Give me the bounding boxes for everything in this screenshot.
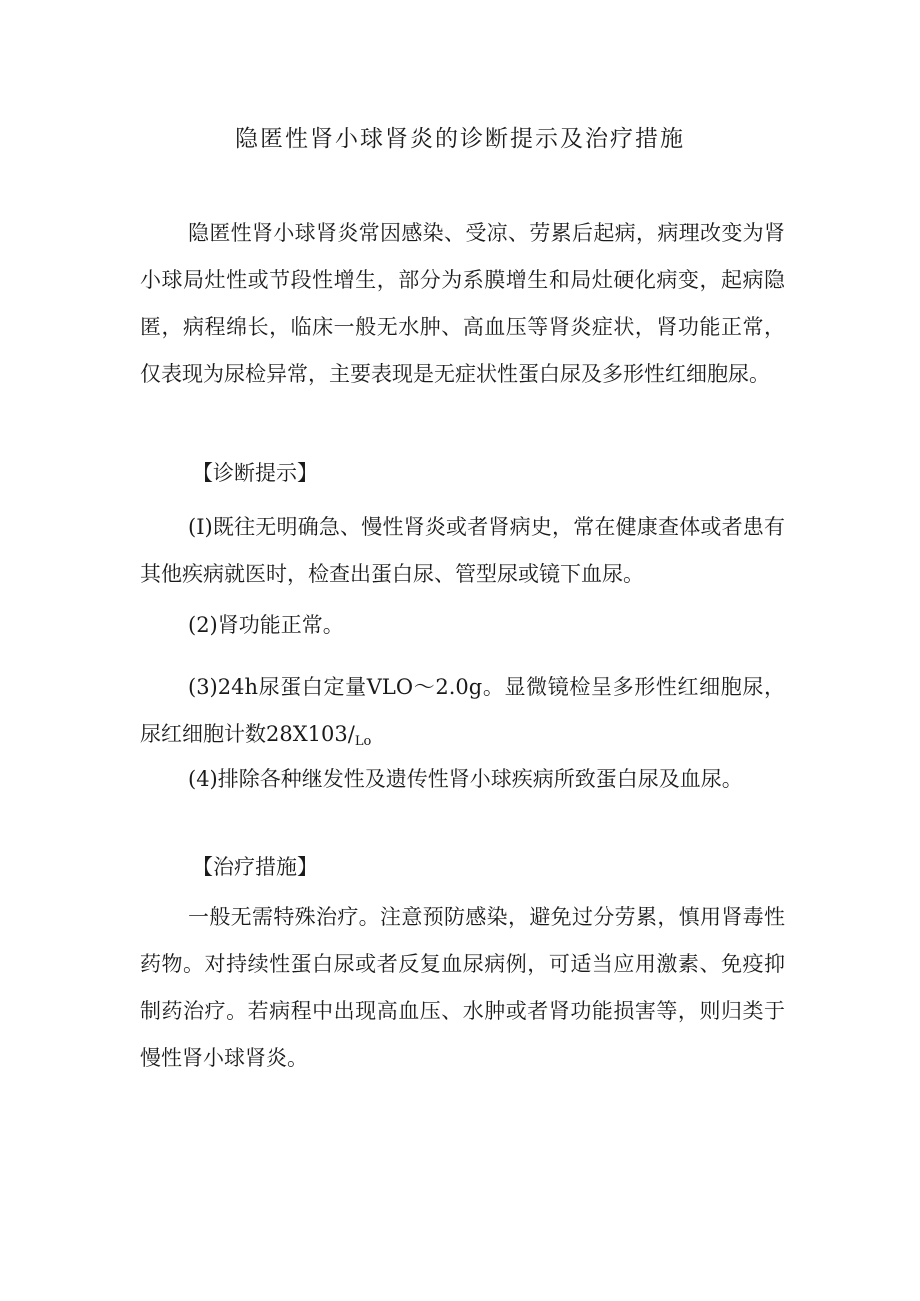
diagnosis-item-3 <box>140 664 785 765</box>
diagnosis-item-3-subscript: Lo <box>354 734 372 749</box>
diagnosis-item-3-text: (3)24h尿蛋白定量VLO～2.0g。显微镜检呈多形性红细胞尿，尿红细胞计数28X103/ <box>140 675 785 746</box>
intro-paragraph: 隐匿性肾小球肾炎常因感染、受凉、劳累后起病，病理改变为肾小球局灶性或节段性增生，部分为系膜增生和局灶硬化病变，起病隐匿，病程绵长，临床一般无水肿、高血压等肾炎症状，肾功能正常，仅表现为尿检异常，主要表现是无症状性蛋白尿及多形性红细胞尿。 <box>140 221 785 386</box>
diagnosis-item-4: (4)排除各种继发性及遗传性肾小球疾病所致蛋白尿及血尿。 <box>188 767 743 791</box>
diagnosis-heading: 【诊断提示】 <box>192 461 318 485</box>
diagnosis-item-2: (2)肾功能正常。 <box>188 613 344 637</box>
page-title: 隐匿性肾小球肾炎的诊断提示及治疗措施 <box>235 126 685 152</box>
diagnosis-item-1: (I)既往无明确急、慢性肾炎或者肾病史，常在健康查体或者患有其他疾病就医时，检查出蛋白尿、管型尿或镜下血尿。 <box>140 515 785 586</box>
treatment-heading: 【治疗措施】 <box>192 855 318 879</box>
treatment-paragraph: 一般无需特殊治疗。注意预防感染，避免过分劳累，慎用肾毒性药物。对持续性蛋白尿或者反复血尿病例，可适当应用激素、免疫抑制药治疗。若病程中出现高血压、水肿或者肾功能损害等，则归类于慢性肾小球肾炎。 <box>140 905 785 1070</box>
